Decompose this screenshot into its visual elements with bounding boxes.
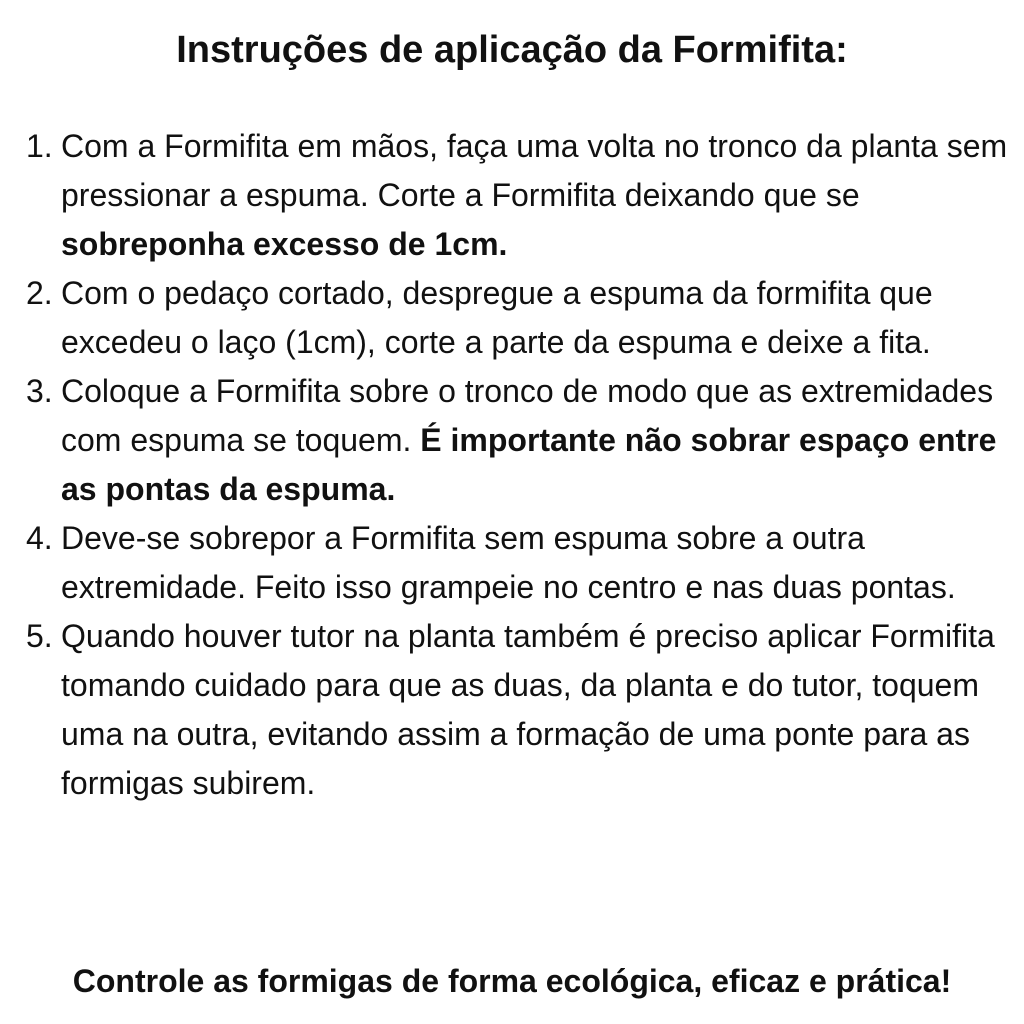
step-text: Deve-se sobrepor a Formifita sem espuma sobre a outra extremidade. Feito isso grampeie no centro e nas duas pontas. <box>61 520 956 605</box>
page-title: Instruções de aplicação da Formifita: <box>176 29 848 71</box>
step-emphasis: É importante não sobrar espaço entre as pontas da espuma. <box>61 422 997 507</box>
step-text: Coloque a Formifita sobre o tronco de modo que as extremidades com espuma se toquem. <box>61 373 994 458</box>
step-number: 3. <box>26 373 53 409</box>
step-number: 2. <box>26 275 53 311</box>
step-text: Com o pedaço cortado, despregue a espuma da formifita que excedeu o laço (1cm), corte a parte da espuma e deixe a fita. <box>61 275 933 360</box>
instruction-step-3 <box>0 367 1024 514</box>
step-emphasis: sobreponha excesso de 1cm. <box>61 226 508 262</box>
instruction-list <box>0 122 1024 808</box>
step-number: 5. <box>26 618 53 654</box>
step-text: Quando houver tutor na planta também é preciso aplicar Formifita tomando cuidado para que as duas, da planta e do tutor, toquem uma na outra, evitando assim a formação de uma ponte para as formigas subirem. <box>61 618 995 801</box>
instruction-step-4 <box>0 514 1024 612</box>
step-text: Com a Formifita em mãos, faça uma volta no tronco da planta sem pressionar a espuma. Corte a Formifita deixando que se <box>61 128 1008 213</box>
step-number: 1. <box>26 128 53 164</box>
footer-tagline: Controle as formigas de forma ecológica, eficaz e prática! <box>72 963 952 999</box>
instruction-step-2 <box>0 269 1024 367</box>
step-number: 4. <box>26 520 53 556</box>
instruction-step-5 <box>0 612 1024 808</box>
instruction-step-1 <box>0 122 1024 269</box>
